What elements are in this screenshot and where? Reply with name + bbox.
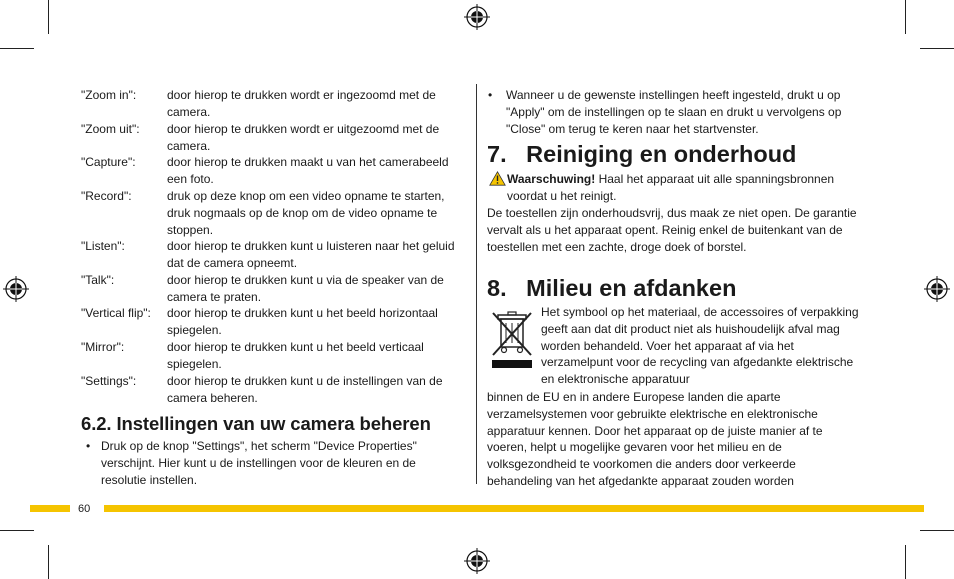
definition-term: "Capture": xyxy=(81,155,136,169)
weee-paragraph: Het symbool op het materiaal, de accessoires of verpakking geeft aan dat dit product niet als huishoudelijk afval mag worden behandeld. Voer het apparaat af via het verzamelpunt voor de recycling van afgedankte elektrische en elektronische apparatuur xyxy=(541,305,859,387)
column-divider xyxy=(476,84,477,484)
warning-triangle-icon xyxy=(489,171,506,186)
definition-term: "Record": xyxy=(81,189,132,203)
crop-mark xyxy=(905,545,906,579)
definition-term: "Mirror": xyxy=(81,340,125,354)
definition-term: "Listen": xyxy=(81,239,125,253)
registration-mark-icon xyxy=(464,548,490,574)
bullet-text: Wanneer u de gewenste instellingen heeft ingesteld, drukt u op "Apply" om de instellingen op te slaan en drukt u vervolgens op "Close" om terug te keren naar het startvenster. xyxy=(506,88,842,136)
crop-mark xyxy=(905,0,906,34)
definition-desc: door hierop te drukken maakt u van het camerabeeld een foto. xyxy=(167,155,449,186)
section-title-6-2: 6.2. Instellingen van uw camera beheren xyxy=(81,413,431,434)
definition-desc: door hierop te drukken kunt u de instellingen van de camera beheren. xyxy=(167,374,443,405)
crop-mark xyxy=(0,48,34,49)
definition-desc: door hierop te drukken wordt er ingezoomd met de camera. xyxy=(167,88,436,119)
page-number: 60 xyxy=(78,503,91,515)
footer-bar xyxy=(30,505,70,512)
bullet-text: Druk op de knop "Settings", het scherm "Device Properties" verschijnt. Hier kunt u de instellingen voor de kleuren en de resolutie instellen. xyxy=(101,439,417,487)
definition-term: "Zoom uit": xyxy=(81,122,140,136)
section-title-8: 8. Milieu en afdanken xyxy=(487,275,737,301)
definition-term: "Vertical flip": xyxy=(81,306,151,320)
warning-label: Waarschuwing! xyxy=(507,172,596,186)
definition-desc: door hierop te drukken wordt er uitgezoomd met de camera. xyxy=(167,122,440,153)
warning-paragraph xyxy=(487,171,867,205)
registration-mark-icon xyxy=(924,276,950,302)
registration-mark-icon xyxy=(3,276,29,302)
registration-mark-icon xyxy=(464,4,490,30)
cleaning-paragraph: De toestellen zijn onderhoudsvrij, dus maak ze niet open. De garantie vervalt als u het apparaat opent. Reinig enkel de buitenkant van de toestellen met een zachte, droge doek of borstel. xyxy=(487,206,857,254)
definition-desc: door hierop te drukken kunt u het beeld verticaal spiegelen. xyxy=(167,340,424,371)
definition-term: "Talk": xyxy=(81,273,115,287)
warning-text: Haal het apparaat uit alle spanningsbronnen voordat u het reinigt. xyxy=(507,172,835,203)
section-title-7: 7. Reiniging en onderhoud xyxy=(487,141,797,167)
crop-mark xyxy=(920,48,954,49)
crop-mark xyxy=(48,0,49,34)
definition-desc: druk op deze knop om een video opname te starten, druk nogmaals op de knop om de video opname te stoppen. xyxy=(167,189,445,237)
definition-desc: door hierop te drukken kunt u luisteren naar het geluid dat de camera opneemt. xyxy=(167,239,455,270)
crop-mark xyxy=(48,545,49,579)
crop-mark xyxy=(920,530,954,531)
definition-desc: door hierop te drukken kunt u via de speaker van de camera te praten. xyxy=(167,273,444,304)
definition-term: "Settings": xyxy=(81,374,137,388)
weee-paragraph-continued: binnen de EU en in andere Europese landen die aparte verzamelsystemen voor gebruikte elektrische en elektronische apparatuur kennen. Door het apparaat op de juiste manier af te voeren, helpt u mogelijke gevaren voor het milieu en de volksgezondheid te voorkomen die anders door verkeerde behandeling van het afgedankte apparaat zouden worden xyxy=(487,390,823,488)
definition-term: "Zoom in": xyxy=(81,88,137,102)
definition-desc: door hierop te drukken kunt u het beeld horizontaal spiegelen. xyxy=(167,306,438,337)
crop-mark xyxy=(0,530,34,531)
footer-bar xyxy=(104,505,924,512)
crossed-out-bin-icon xyxy=(489,309,535,369)
